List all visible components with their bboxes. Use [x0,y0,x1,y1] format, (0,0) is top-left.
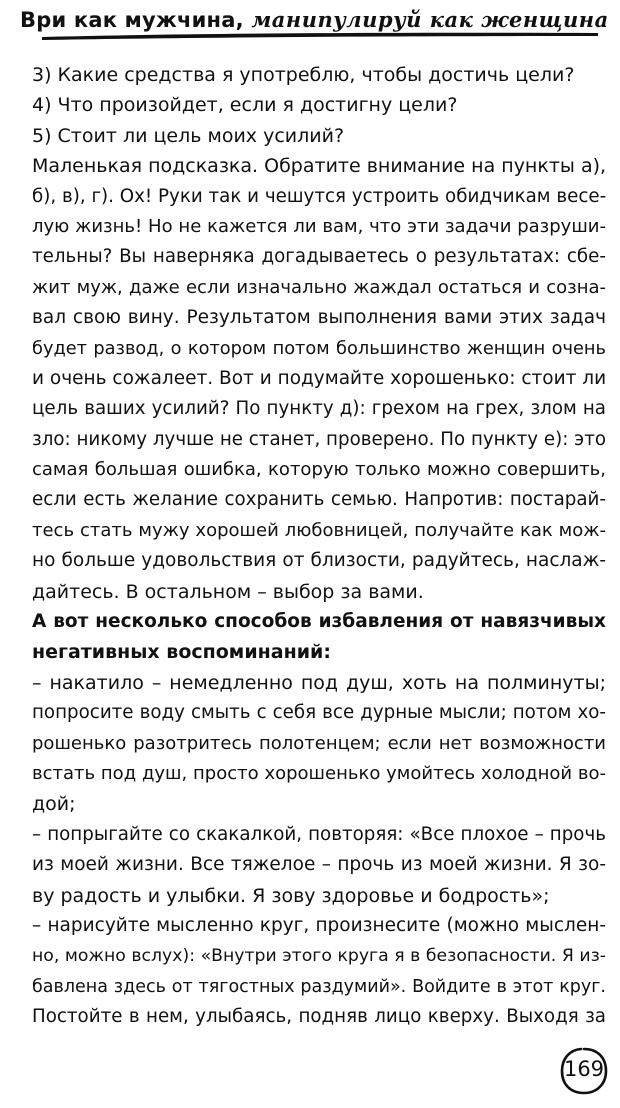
body-text-line: дой; [32,793,76,816]
body-text-line: – нарисуйте мысленно круг, произнесите (можно мыслен- [32,914,606,936]
body-text-line: бавлена здесь от тягостных раздумий». Войдите в этот круг. [32,976,606,997]
body-text-line: Постойте в нем, улыбаясь, подняв лицо кверху. Выходя за [32,1006,606,1028]
body-text-line: но больше удовольствия от близости, радуйтесь, наслаж- [32,550,606,572]
header-underline [42,28,602,42]
body-text-line: б), в), г). Ох! Руки так и чешутся устроить обидчикам весе- [32,185,606,207]
header-title-script: манипулируй как женщина [251,7,609,32]
body-text-line: тельны? Вы наверняка догадываетесь о результатах: сбе- [32,246,606,268]
body-text-line: зло: никому лучше не станет, проверено. По пункту е): это [32,428,606,450]
body-text-line: 4) Что произойдет, если я достигну цели? [32,94,458,117]
body-text-line: будет развод, о котором потом большинство женщин очень [32,338,606,359]
body-text-line: – попрыгайте со скакалкой, повторяя: «Все плохое – прочь [32,823,606,845]
body-text-line: из моей жизни. Все тяжелое – прочь из моей жизни. Я зо- [32,854,606,876]
body-text-line: 5) Стоит ли цель моих усилий? [32,124,345,147]
body-text-line: вал свою вину. Результатом выполнения вами этих задач [32,307,606,329]
page-number: 169 [563,1057,605,1081]
running-header [20,0,610,40]
body-text-line: лую жизнь! Но не кажется ли вам, что эти задачи разруши- [32,215,606,237]
body-text-line: встать под душ, просто хорошенько умойтесь холодной во- [32,762,606,784]
body-text-line: жит муж, даже если изначально жаждал остаться и созна- [32,276,606,298]
body-text-line: дайтесь. В остальном – выбор за вами. [32,580,424,603]
subheading-line: А вот несколько способов избавления от навязчивых [32,611,606,633]
body-text-line: 3) Какие средства я употреблю, чтобы достичь цели? [32,64,575,86]
header-title-plain: Ври как мужчина, [20,8,244,32]
body-text-line: цель ваших усилий? По пункту д): грехом на грех, злом на [32,398,606,420]
body-text-line: – накатило – немедленно под душ, хоть на полминуты; [32,671,606,694]
body-text-line: и очень сожалеет. Вот и подумайте хорошенько: стоит ли [32,367,606,389]
body-text-line: но, можно вслух): «Внутри этого круга я в безопасности. Я из- [32,946,606,967]
body-text-line: попросите воду смыть с себя все дурные мысли; потом хо- [32,702,606,724]
page-body [32,60,606,1033]
body-text-line: тесь стать мужу хорошей любовницей, получайте как мож- [32,519,606,541]
subheading-line: негативных воспоминаний: [32,641,331,664]
body-text-line: Маленькая подсказка. Обратите внимание на пункты а), [32,155,606,178]
body-text-line: рошенько разотритесь полотенцем; если нет возможности [32,732,606,754]
body-text-line: самая большая ошибка, которую только можно совершить, [32,459,606,481]
body-text-line: ву радость и улыбки. Я зову здоровье и бодрость»; [32,884,550,907]
body-text-line: если есть желание сохранить семью. Напротив: постарай- [32,489,606,511]
page-number-badge [559,1046,609,1096]
